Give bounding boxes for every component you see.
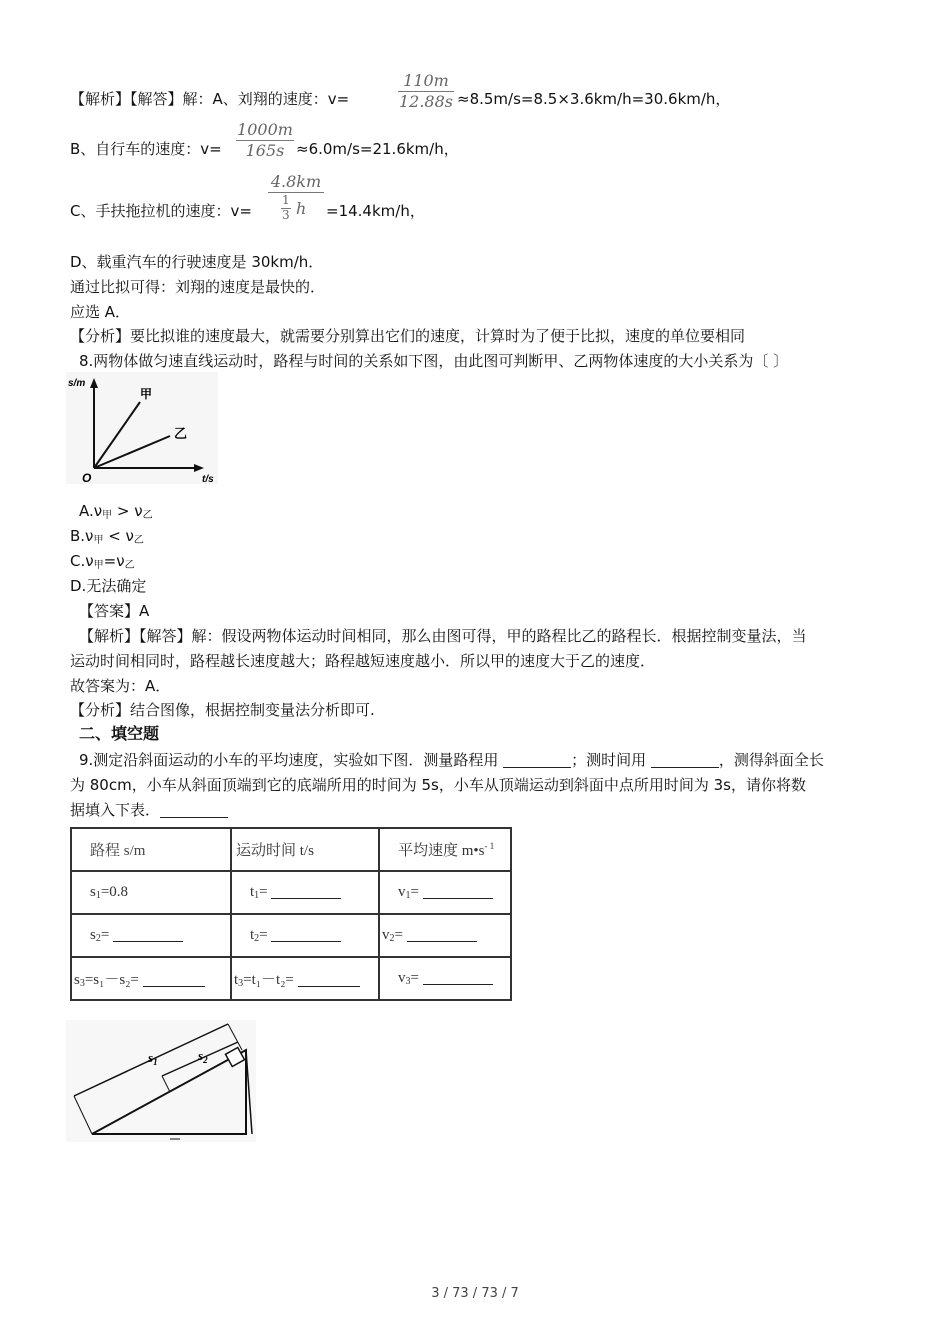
- y-axis-label: s/m: [68, 378, 86, 389]
- analysis-fenxi: 【分析】要比拟谁的速度最大，就需要分别算出它们的速度，计算时为了便于比拟，速度的单位要相同: [70, 327, 746, 345]
- q8-answer: 【答案】A: [79, 602, 150, 620]
- blank-s2[interactable]: [113, 927, 183, 942]
- blank-v2[interactable]: [407, 927, 477, 942]
- cell-v2: v2=: [379, 914, 511, 957]
- q8-option-a: $A.\nu_甲 > \nu_乙$: [79, 502, 153, 521]
- blank-v1[interactable]: [423, 884, 493, 899]
- fraction-b: 1000m 165s: [237, 120, 293, 160]
- s2-label: $s_2$: [198, 1048, 208, 1065]
- analysis-choose: 应选 A．: [70, 303, 131, 321]
- cell-s1: s1=0.8: [71, 871, 231, 914]
- q9-blank-1[interactable]: [503, 753, 571, 768]
- table-header-row: [71, 828, 511, 871]
- q8-jiexi-2: 运动时间相同时，路程越长速度越大；路程越短速度越小．所以甲的速度大于乙的速度．: [70, 652, 656, 670]
- analysis-compare: 通过比拟可得：刘翔的速度是最快的．: [70, 278, 326, 296]
- analysis-line-d: D、载重汽车的行驶速度是 30km/h．: [70, 253, 324, 271]
- q9-blank-2[interactable]: [651, 753, 719, 768]
- x-axis-label: t/s: [202, 474, 214, 484]
- blank-s3[interactable]: [143, 972, 205, 987]
- q9-blank-3[interactable]: [160, 803, 228, 818]
- fraction-a: 110m 12.88s: [398, 71, 453, 111]
- q9-line1: 9.测定沿斜面运动的小车的平均速度，实验如下图．测量路程用 ；测时间用 ，测得斜面全长: [79, 751, 824, 769]
- page-footer: 3 / 73 / 73 / 7: [431, 1286, 519, 1301]
- s1-label: $s_1$: [148, 1050, 158, 1067]
- q8-jiexi-1: 【解析】【解答】解：假设两物体运动时间相同，那么由图可得，甲的路程比乙的路程长．根据控制变量法，当: [79, 627, 807, 645]
- table-row: [71, 914, 511, 957]
- q8-option-c: $C.\nu_甲=\nu_乙$: [70, 552, 135, 571]
- analysis-line-c: C、手扶拖拉机的速度：v=: [70, 202, 252, 220]
- table-row: [71, 871, 511, 914]
- s-t-graph: [66, 372, 218, 484]
- cell-t2: t2=: [231, 914, 379, 957]
- header-distance: 路程 s/m: [71, 828, 231, 871]
- q9-line2: 为 80cm，小车从斜面顶端到它的底端所用的时间为 5s，小车从顶端运动到斜面中点所用时间为 3s，请你将数: [70, 776, 806, 794]
- cell-s2: s2=: [71, 914, 231, 957]
- table-row: [71, 957, 511, 1000]
- cell-v1: v1=: [379, 871, 511, 914]
- blank-t1[interactable]: [271, 884, 341, 899]
- analysis-line-b: B、自行车的速度：v=: [70, 140, 222, 158]
- header-time: 运动时间 t/s: [231, 828, 379, 871]
- blank-t3[interactable]: [298, 972, 360, 987]
- origin-label: O: [82, 471, 92, 484]
- analysis-line-a-result: ≈8.5m/s=8.5×3.6km/h=30.6km/h，: [457, 90, 731, 108]
- q8-stem: 8.两物体做匀速直线运动时，路程与时间的关系如下图，由此图可判断甲、乙两物体速度的大小关系为〔 〕: [79, 352, 789, 370]
- blank-v3[interactable]: [423, 970, 493, 985]
- fraction-c: 4.8km 1 3 h: [268, 173, 324, 224]
- q8-option-b: $B.\nu_甲 < \nu_乙$: [70, 527, 144, 546]
- header-speed: 平均速度 $m•s^{- 1}$: [379, 828, 511, 871]
- data-table: [70, 827, 512, 1001]
- analysis-line-a: 【解析】【解答】解：A、刘翔的速度：v=: [70, 90, 350, 108]
- cell-t1: t1=: [231, 871, 379, 914]
- q8-fenxi: 【分析】结合图像，根据控制变量法分析即可.: [70, 701, 375, 719]
- cell-t3: t3=t₁－t₂=: [231, 957, 379, 1000]
- q8-option-d: D.无法确定: [70, 577, 147, 595]
- q9-line3: 据填入下表．: [70, 800, 228, 820]
- line-jia-label: 甲: [140, 387, 153, 401]
- incline-figure: [66, 1020, 256, 1142]
- q8-result: 故答案为：A．: [70, 677, 171, 695]
- figure-background: [66, 1020, 256, 1142]
- analysis-line-c-result: =14.4km/h，: [326, 202, 425, 220]
- blank-t2[interactable]: [271, 927, 341, 942]
- line-yi-label: 乙: [174, 427, 188, 442]
- analysis-line-b-result: ≈6.0m/s=21.6km/h，: [296, 140, 459, 158]
- cell-s3: s3=s₁－s₂=: [71, 957, 231, 1000]
- section-title: 二、填空题: [79, 724, 160, 743]
- cell-v3: v3=: [379, 957, 511, 1000]
